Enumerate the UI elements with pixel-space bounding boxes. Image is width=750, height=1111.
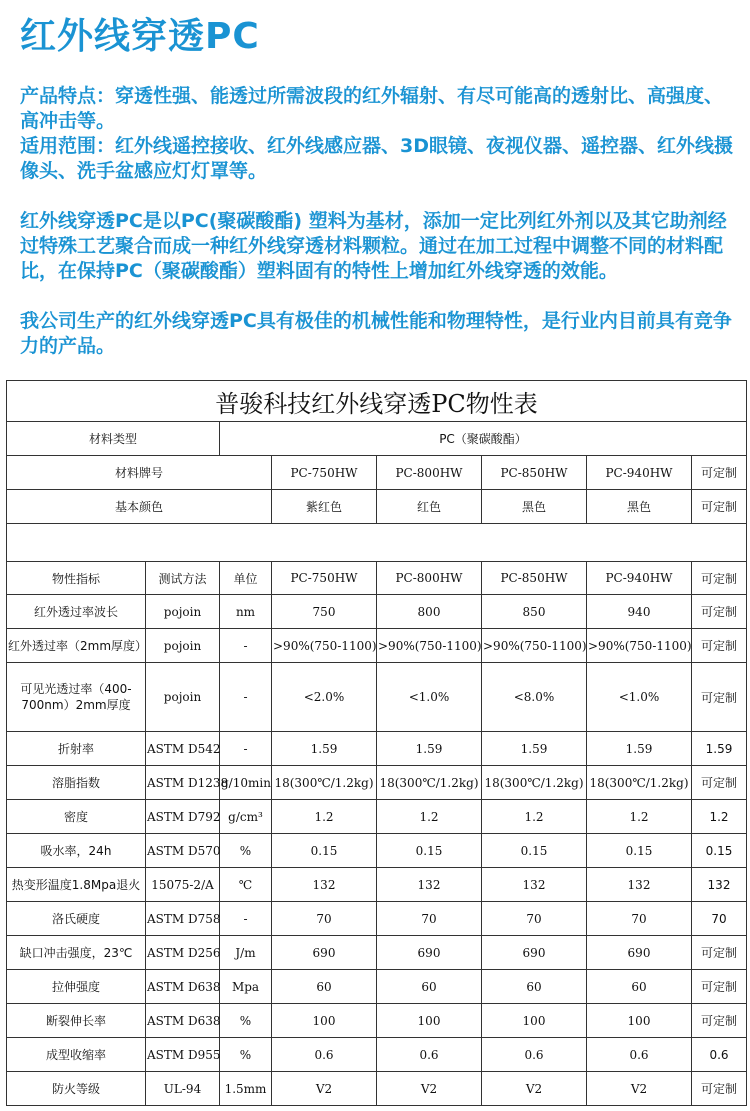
table-cell: % xyxy=(220,834,272,868)
table-cell: J/m xyxy=(220,936,272,970)
table-cell: 100 xyxy=(377,1004,482,1038)
table-row xyxy=(7,1038,747,1072)
table-cell: 70 xyxy=(272,902,377,936)
table-cell: 可定制 xyxy=(692,1072,747,1106)
table-cell: 1.2 xyxy=(272,800,377,834)
header-cell: 单位 xyxy=(220,562,272,595)
table-cell: 1.59 xyxy=(377,732,482,766)
grade-label: 材料牌号 xyxy=(7,456,272,490)
table-cell: 可定制 xyxy=(692,629,747,663)
grade-cell: 可定制 xyxy=(692,456,747,490)
header-cell: 可定制 xyxy=(692,562,747,595)
table-cell: 70 xyxy=(377,902,482,936)
table-cell: 0.15 xyxy=(587,834,692,868)
table-cell: % xyxy=(220,1038,272,1072)
table-cell: 690 xyxy=(482,936,587,970)
table-cell: 1.59 xyxy=(692,732,747,766)
table-cell: 拉伸强度 xyxy=(7,970,146,1004)
table-cell: 0.6 xyxy=(587,1038,692,1072)
product-description: 红外线穿透PC是以PC(聚碳酸酯) 塑料为基材，添加一定比列红外剂以及其它助剂经过特殊工艺聚合而成一种红外线穿透材料颗粒。通过在加工过程中调整不同的材料配比，在保持PC（聚碳酸酯）塑料固有的特性上增加红外线穿透的效能。 xyxy=(20,210,727,282)
table-row xyxy=(7,1072,747,1106)
table-cell: 可定制 xyxy=(692,766,747,800)
table-cell: g/cm³ xyxy=(220,800,272,834)
table-cell: 成型收缩率 xyxy=(7,1038,146,1072)
table-cell: 0.15 xyxy=(692,834,747,868)
table-row xyxy=(7,732,747,766)
material-type-value: PC（聚碳酸酯） xyxy=(220,422,747,456)
table-cell: 断裂伸长率 xyxy=(7,1004,146,1038)
table-cell: pojoin xyxy=(146,663,220,732)
table-cell: 吸水率，24h xyxy=(7,834,146,868)
header-cell: PC-940HW xyxy=(587,562,692,595)
table-cell: 0.15 xyxy=(272,834,377,868)
color-cell: 紫红色 xyxy=(272,490,377,524)
table-caption: 普骏科技红外线穿透PC物性表 xyxy=(7,381,747,422)
material-type-label: 材料类型 xyxy=(7,422,220,456)
table-row xyxy=(7,902,747,936)
color-cell: 黑色 xyxy=(482,490,587,524)
table-cell: ASTM D955 xyxy=(146,1038,220,1072)
table-row xyxy=(7,766,747,800)
table-cell: >90%(750-1100) xyxy=(272,629,377,663)
table-cell: 1.5mm xyxy=(220,1072,272,1106)
table-cell: <2.0% xyxy=(272,663,377,732)
grade-cell: PC-850HW xyxy=(482,456,587,490)
properties-table xyxy=(6,380,747,1106)
table-cell: 可定制 xyxy=(692,1004,747,1038)
table-cell: 100 xyxy=(587,1004,692,1038)
table-cell: ASTM D758 xyxy=(146,902,220,936)
table-cell: V2 xyxy=(587,1072,692,1106)
table-cell: 可定制 xyxy=(692,663,747,732)
table-cell: >90%(750-1100) xyxy=(482,629,587,663)
table-cell: - xyxy=(220,732,272,766)
grade-cell: PC-750HW xyxy=(272,456,377,490)
table-cell: 0.15 xyxy=(377,834,482,868)
table-cell: 690 xyxy=(377,936,482,970)
table-cell: ASTM D638 xyxy=(146,970,220,1004)
table-cell: 690 xyxy=(587,936,692,970)
table-cell: 折射率 xyxy=(7,732,146,766)
table-cell: ASTM D570 xyxy=(146,834,220,868)
table-cell: ASTM D1238 xyxy=(146,766,220,800)
table-cell: ASTM D638 xyxy=(146,1004,220,1038)
header-cell: 测试方法 xyxy=(146,562,220,595)
table-cell: % xyxy=(220,1004,272,1038)
table-cell: 可定制 xyxy=(692,595,747,629)
intro-text xyxy=(20,84,735,359)
table-row xyxy=(7,629,747,663)
table-cell: 0.6 xyxy=(377,1038,482,1072)
table-cell: 0.15 xyxy=(482,834,587,868)
grade-cell: PC-940HW xyxy=(587,456,692,490)
table-cell: V2 xyxy=(272,1072,377,1106)
table-cell: 940 xyxy=(587,595,692,629)
table-cell: 防火等级 xyxy=(7,1072,146,1106)
table-cell: 800 xyxy=(377,595,482,629)
table-cell: >90%(750-1100) xyxy=(377,629,482,663)
table-row xyxy=(7,834,747,868)
table-cell: 18(300℃/1.2kg) xyxy=(587,766,692,800)
table-cell: Mpa xyxy=(220,970,272,1004)
table-cell: ASTM D792 xyxy=(146,800,220,834)
table-cell: 18(300℃/1.2kg) xyxy=(272,766,377,800)
table-cell: 可定制 xyxy=(692,970,747,1004)
color-label: 基本颜色 xyxy=(7,490,272,524)
company-statement: 我公司生产的红外线穿透PC具有极佳的机械性能和物理特性，是行业内目前具有竞争力的产品。 xyxy=(20,310,732,357)
table-cell: pojoin xyxy=(146,595,220,629)
table-cell: >90%(750-1100) xyxy=(587,629,692,663)
table-row xyxy=(7,663,747,732)
table-cell: 132 xyxy=(482,868,587,902)
table-cell: 132 xyxy=(587,868,692,902)
table-cell: ℃ xyxy=(220,868,272,902)
header-cell: PC-800HW xyxy=(377,562,482,595)
table-cell: 15075-2/A xyxy=(146,868,220,902)
table-row xyxy=(7,800,747,834)
table-cell: - xyxy=(220,902,272,936)
table-cell: 850 xyxy=(482,595,587,629)
table-cell: 1.59 xyxy=(482,732,587,766)
header-cell: PC-850HW xyxy=(482,562,587,595)
table-cell: nm xyxy=(220,595,272,629)
table-cell: <8.0% xyxy=(482,663,587,732)
header-cell: 物性指标 xyxy=(7,562,146,595)
product-features: 产品特点：穿透性强、能透过所需波段的红外辐射、有尽可能高的透射比、高强度、高冲击等。 xyxy=(20,85,724,132)
table-row xyxy=(7,970,747,1004)
table-row xyxy=(7,1004,747,1038)
table-cell: ASTM D542 xyxy=(146,732,220,766)
table-row xyxy=(7,936,747,970)
table-cell: 18(300℃/1.2kg) xyxy=(482,766,587,800)
table-cell: pojoin xyxy=(146,629,220,663)
table-cell: 60 xyxy=(587,970,692,1004)
table-cell: 缺口冲击强度，23℃ xyxy=(7,936,146,970)
table-cell: g/10min xyxy=(220,766,272,800)
table-cell: 60 xyxy=(482,970,587,1004)
spacer-row xyxy=(7,524,747,562)
table-cell: 70 xyxy=(587,902,692,936)
table-row xyxy=(7,868,747,902)
table-cell: V2 xyxy=(482,1072,587,1106)
table-cell: 690 xyxy=(272,936,377,970)
table-cell: 洛氏硬度 xyxy=(7,902,146,936)
table-cell: 60 xyxy=(272,970,377,1004)
table-cell: 100 xyxy=(272,1004,377,1038)
table-cell: 1.59 xyxy=(587,732,692,766)
color-cell: 可定制 xyxy=(692,490,747,524)
table-cell: 18(300℃/1.2kg) xyxy=(377,766,482,800)
table-cell: 70 xyxy=(692,902,747,936)
page-title: 红外线穿透PC xyxy=(20,16,260,57)
table-cell: 70 xyxy=(482,902,587,936)
header-cell: PC-750HW xyxy=(272,562,377,595)
table-cell: 溶脂指数 xyxy=(7,766,146,800)
table-cell: 0.6 xyxy=(272,1038,377,1072)
table-cell: - xyxy=(220,663,272,732)
table-cell: V2 xyxy=(377,1072,482,1106)
table-cell: 红外透过率波长 xyxy=(7,595,146,629)
table-cell: 1.2 xyxy=(692,800,747,834)
table-cell: UL-94 xyxy=(146,1072,220,1106)
table-cell: 1.2 xyxy=(482,800,587,834)
table-cell: - xyxy=(220,629,272,663)
table-cell: 0.6 xyxy=(482,1038,587,1072)
table-cell: 1.2 xyxy=(587,800,692,834)
table-cell: ASTM D256 xyxy=(146,936,220,970)
table-cell: 热变形温度1.8Mpa退火 xyxy=(7,868,146,902)
table-cell: 可定制 xyxy=(692,936,747,970)
color-cell: 黑色 xyxy=(587,490,692,524)
table-cell: 132 xyxy=(692,868,747,902)
table-cell: 100 xyxy=(482,1004,587,1038)
table-cell: 0.6 xyxy=(692,1038,747,1072)
table-cell: <1.0% xyxy=(377,663,482,732)
application-scope: 适用范围：红外线遥控接收、红外线感应器、3D眼镜、夜视仪器、遥控器、红外线摄像头、洗手盆感应灯灯罩等。 xyxy=(20,135,733,182)
table-cell: 红外透过率（2mm厚度） xyxy=(7,629,146,663)
table-cell: 132 xyxy=(377,868,482,902)
color-cell: 红色 xyxy=(377,490,482,524)
grade-cell: PC-800HW xyxy=(377,456,482,490)
table-cell: 132 xyxy=(272,868,377,902)
table-cell: 1.2 xyxy=(377,800,482,834)
table-cell: 1.59 xyxy=(272,732,377,766)
table-cell: 750 xyxy=(272,595,377,629)
table-row xyxy=(7,595,747,629)
table-cell: <1.0% xyxy=(587,663,692,732)
table-cell: 可见光透过率（400-700nm）2mm厚度 xyxy=(7,663,146,732)
table-cell: 密度 xyxy=(7,800,146,834)
table-cell: 60 xyxy=(377,970,482,1004)
